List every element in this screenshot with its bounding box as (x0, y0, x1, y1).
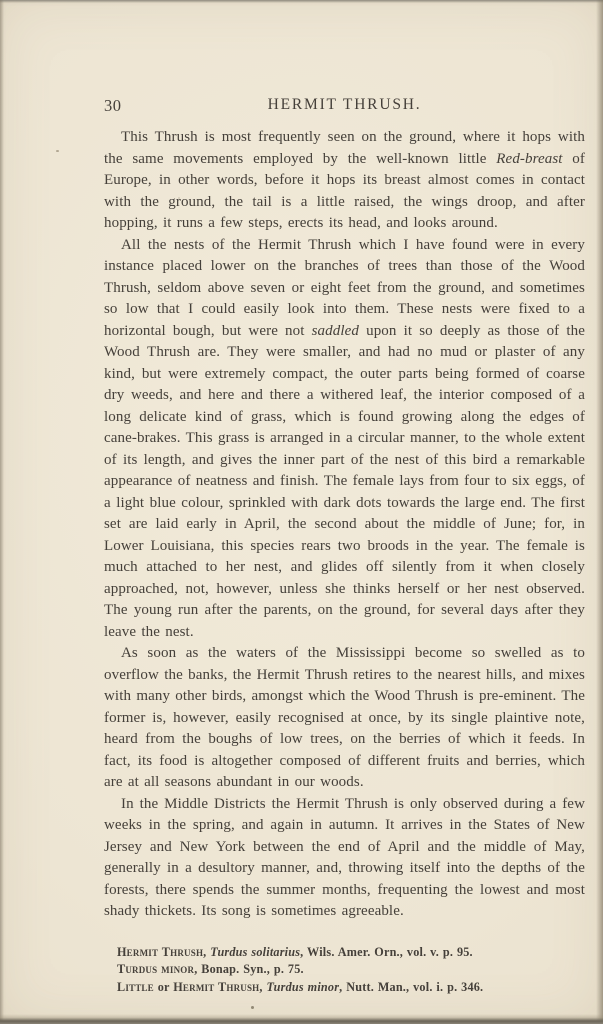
citation-line-3 (117, 979, 585, 997)
page-number: 30 (104, 96, 122, 115)
text-segment: As soon as the waters of the Mississippi become so swelled as to overflow the banks, the Hermit Thrush retires to the nearest hills, and mixes with many other birds, amongst which the Wood Thrush is pre-eminent. The former is, however, easily recognised at once, by its single plaintive note, heard from the boughs of low trees, on the berries of which it feeds. In fact, its food is altogether composed of different fruits and berries, which are at all seasons abundant in our woods. (104, 645, 585, 790)
text-segment: upon it so deeply as those of the Wood Thrush are. They were smaller, and had no mud or plaster of any kind, but were extremely compact, the outer parts being formed of coarse dry weeds, and here and there a withered leaf, the interior composed of a long delicate kind of grass, which is found growing along the edges of cane-brakes. This grass is arranged in a circular manner, to the whole extent of its length, and gives the inner part of the nest of this bird a remarkable appearance of neatness and finish. The female lays from four to six eggs, of a light blue colour, sprinkled with dark dots towards the large end. The first set are laid early in April, the second about the middle of June; for, in Lower Louisiana, this species rears two broods in the year. The female is much attached to her nest, and glides off silently from it when closely approached, not, however, unless she thinks herself or her nest observed. The young run after the parents, on the ground, for several days after they leave the nest. (104, 322, 585, 640)
text-segment: All the nests of the Hermit Thrush which I have found were in every instance placed lower on the branches of trees than those of the Wood Thrush, seldom above seven or eight feet from the ground, and sometimes so low that I could easily look into them. These nests were fixed to a horizontal bough, but were not (104, 236, 585, 339)
text-segment: This Thrush is most frequently seen on the ground, where it hops with the same movements employed by the well-known little (104, 129, 585, 167)
species-common-name: Little (117, 979, 154, 994)
species-latin-name: Turdus solitarius (210, 944, 301, 959)
text-segment: , (259, 979, 267, 994)
species-latin-name: Turdus minor (117, 962, 195, 977)
species-common-name: Hermit Thrush (117, 944, 204, 959)
body-paragraph-3 (104, 643, 585, 794)
text-segment: In the Middle Districts the Hermit Thrush is only observed during a few weeks in the spring, and again in autumn. It arrives in the States of New Jersey and New York between the end of April and the middle of May, generally in a desultory manner, and, throwing itself into the depths of the forests, there spends the summer months, frequenting the lowest and most shady thickets. Its song is sometimes agreeable. (104, 795, 585, 919)
body-paragraph-4 (104, 794, 585, 923)
page-content (104, 0, 585, 996)
paper-speck (56, 150, 59, 152)
citation-reference: , Bonap. Syn., p. 75. (194, 962, 304, 977)
text-segment: or (153, 979, 174, 994)
page-edge-bottom (0, 1014, 603, 1024)
citation-line-2 (117, 961, 585, 979)
page-header (104, 96, 585, 115)
text-segment: of Europe, in other words, before it hops its breast almost comes in contact with the ground, the tail is a little raised, the wings droop, and after hopping, it runs a few steps, erects its head, and looks around. (104, 150, 585, 231)
italic-term: saddled (311, 322, 359, 339)
citation-reference: , Nutt. Man., vol. i. p. 346. (339, 979, 484, 994)
text-segment: , (203, 944, 211, 959)
citation-reference: , Wils. Amer. Orn., vol. v. p. 95. (300, 944, 473, 959)
page-edge-left (0, 0, 4, 1024)
paper-speck (178, 197, 180, 199)
synonymy-citations (104, 944, 585, 997)
body-paragraph-1 (104, 127, 585, 235)
running-header: HERMIT THRUSH. (267, 96, 422, 113)
species-common-name: Hermit Thrush (173, 979, 260, 994)
body-paragraph-2 (104, 235, 585, 644)
paper-speck (251, 1006, 254, 1009)
species-latin-name: Turdus minor (266, 979, 340, 994)
italic-term: Red-breast (496, 150, 563, 167)
page-edge-right (596, 0, 603, 1024)
page-edge-top (0, 0, 603, 3)
citation-line-1 (117, 944, 585, 962)
